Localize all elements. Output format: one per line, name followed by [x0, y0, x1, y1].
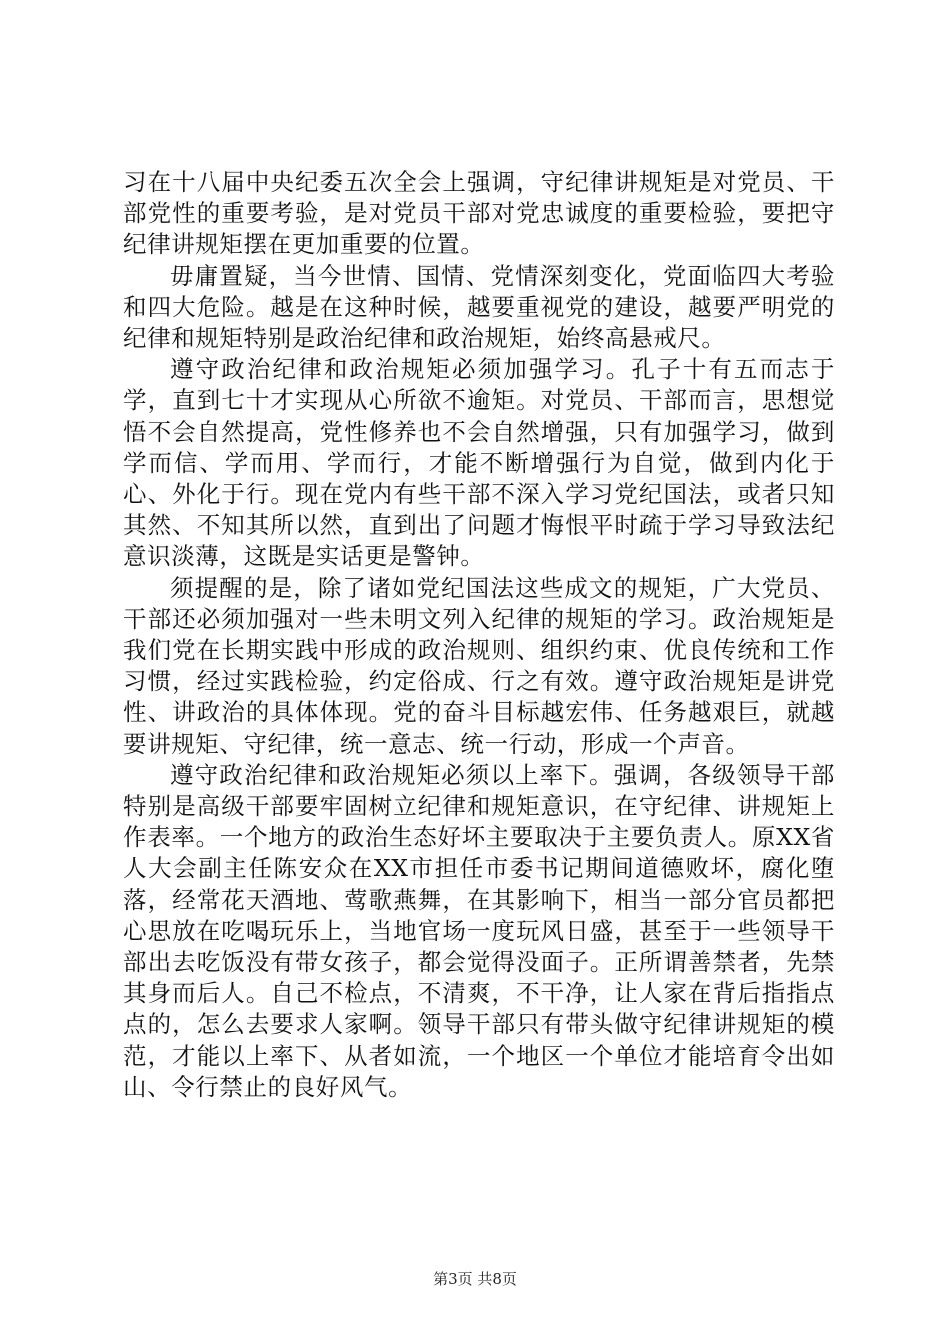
paragraph-1: 习在十八届中央纪委五次全会上强调，守纪律讲规矩是对党员、干部党性的重要考验，是对党员干部对党忠诚度的重要检验，要把守纪律讲规矩摆在更加重要的位置。 [123, 168, 835, 259]
document-body [123, 167, 835, 1103]
paragraph-5: 遵守政治纪律和政治规矩必须以上率下。强调，各级领导干部特别是高级干部要牢固树立纪律和规矩意识，在守纪律、讲规矩上作表率。一个地方的政治生态好坏主要取决于主要负责人。原XX省人大会副主任陈安众在XX市担任市委书记期间道德败坏，腐化堕落，经常花天酒地、莺歌燕舞，在其影响下，相当一部分官员都把心思放在吃喝玩乐上，当地官场一度玩风日盛，甚至于一些领导干部出去吃饭没有带女孩子，都会觉得没面子。正所谓善禁者，先禁其身而后人。自己不检点，不清爽，不干净，让人家在背后指指点点的，怎么去要求人家啊。领导干部只有带头做守纪律讲规矩的模范，才能以上率下、从者如流，一个地区一个单位才能培育令出如山、令行禁止的良好风气。 [123, 760, 835, 1101]
page-number-footer: 第3页 共8页 [433, 1270, 517, 1288]
paragraph-4: 须提醒的是，除了诸如党纪国法这些成文的规矩，广大党员、干部还必须加强对一些未明文列入纪律的规矩的学习。政治规矩是我们党在长期实践中形成的政治规则、组织约束、优良传统和工作习惯，经过实践检验，约定俗成、行之有效。遵守政治规矩是讲党性、讲政治的具体体现。党的奋斗目标越宏伟、任务越艰巨，就越要讲规矩、守纪律，统一意志、统一行动，形成一个声音。 [123, 573, 835, 758]
paragraph-2: 毋庸置疑，当今世情、国情、党情深刻变化，党面临四大考验和四大危险。越是在这种时候，越要重视党的建设，越要严明党的纪律和规矩特别是政治纪律和政治规矩，始终高悬戒尺。 [123, 261, 835, 353]
paragraph-3: 遵守政治纪律和政治规矩必须加强学习。孔子十有五而志于学，直到七十才实现从心所欲不逾矩。对党员、干部而言，思想觉悟不会自然提高，党性修养也不会自然增强，只有加强学习，做到学而信、学而用、学而行，才能不断增强行为自觉，做到内化于心、外化于行。现在党内有些干部不深入学习党纪国法，或者只知其然、不知其所以然，直到出了问题才悔恨平时疏于学习导致法纪意识淡薄，这既是实话更是警钟。 [123, 355, 835, 571]
